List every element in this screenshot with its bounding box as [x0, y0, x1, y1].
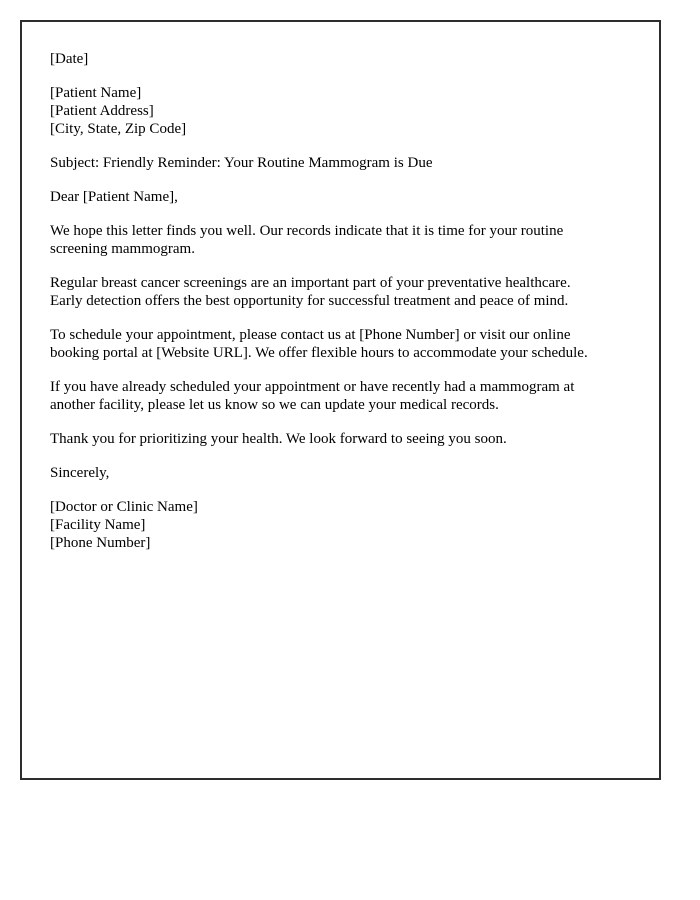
salutation — [50, 188, 635, 206]
body-paragraph — [50, 222, 635, 258]
recipient-address: [Patient Address] — [50, 103, 154, 119]
text-line: Regular breast cancer screenings are an important part of your preventative healthcare. — [50, 275, 571, 291]
signature-facility-name: [Facility Name] — [50, 517, 146, 533]
text-line: We hope this letter finds you well. Our records indicate that it is time for your routine — [50, 223, 564, 239]
recipient-name: [Patient Name] — [50, 85, 142, 101]
subject-line — [50, 154, 635, 172]
text-line: To schedule your appointment, please contact us at [Phone Number] or visit our online — [50, 327, 571, 343]
closing — [50, 464, 635, 482]
signature-doctor-clinic-name: [Doctor or Clinic Name] — [50, 499, 198, 515]
text-line: Early detection offers the best opportunity for successful treatment and peace of mind. — [50, 293, 569, 309]
signature-block — [50, 498, 635, 552]
text-line: Subject: Friendly Reminder: Your Routine Mammogram is Due — [50, 155, 433, 171]
text-line: another facility, please let us know so we can update your medical records. — [50, 397, 499, 413]
body-paragraph — [50, 430, 635, 448]
recipient-city-state-zip: [City, State, Zip Code] — [50, 121, 187, 137]
text-line: Dear [Patient Name], — [50, 189, 178, 205]
text-line: Thank you for prioritizing your health. We look forward to seeing you soon. — [50, 431, 507, 447]
body-paragraph — [50, 326, 635, 362]
body-paragraph — [50, 378, 635, 414]
body-paragraph — [50, 274, 635, 310]
text-line: screening mammogram. — [50, 241, 195, 257]
letter-document — [20, 20, 661, 780]
text-line: [Date] — [50, 51, 89, 67]
recipient-address-block — [50, 84, 635, 138]
signature-phone-number: [Phone Number] — [50, 535, 151, 551]
text-line: Sincerely, — [50, 465, 110, 481]
text-line: booking portal at [Website URL]. We offer flexible hours to accommodate your schedule. — [50, 345, 588, 361]
date-placeholder — [50, 50, 635, 68]
text-line: If you have already scheduled your appointment or have recently had a mammogram at — [50, 379, 575, 395]
